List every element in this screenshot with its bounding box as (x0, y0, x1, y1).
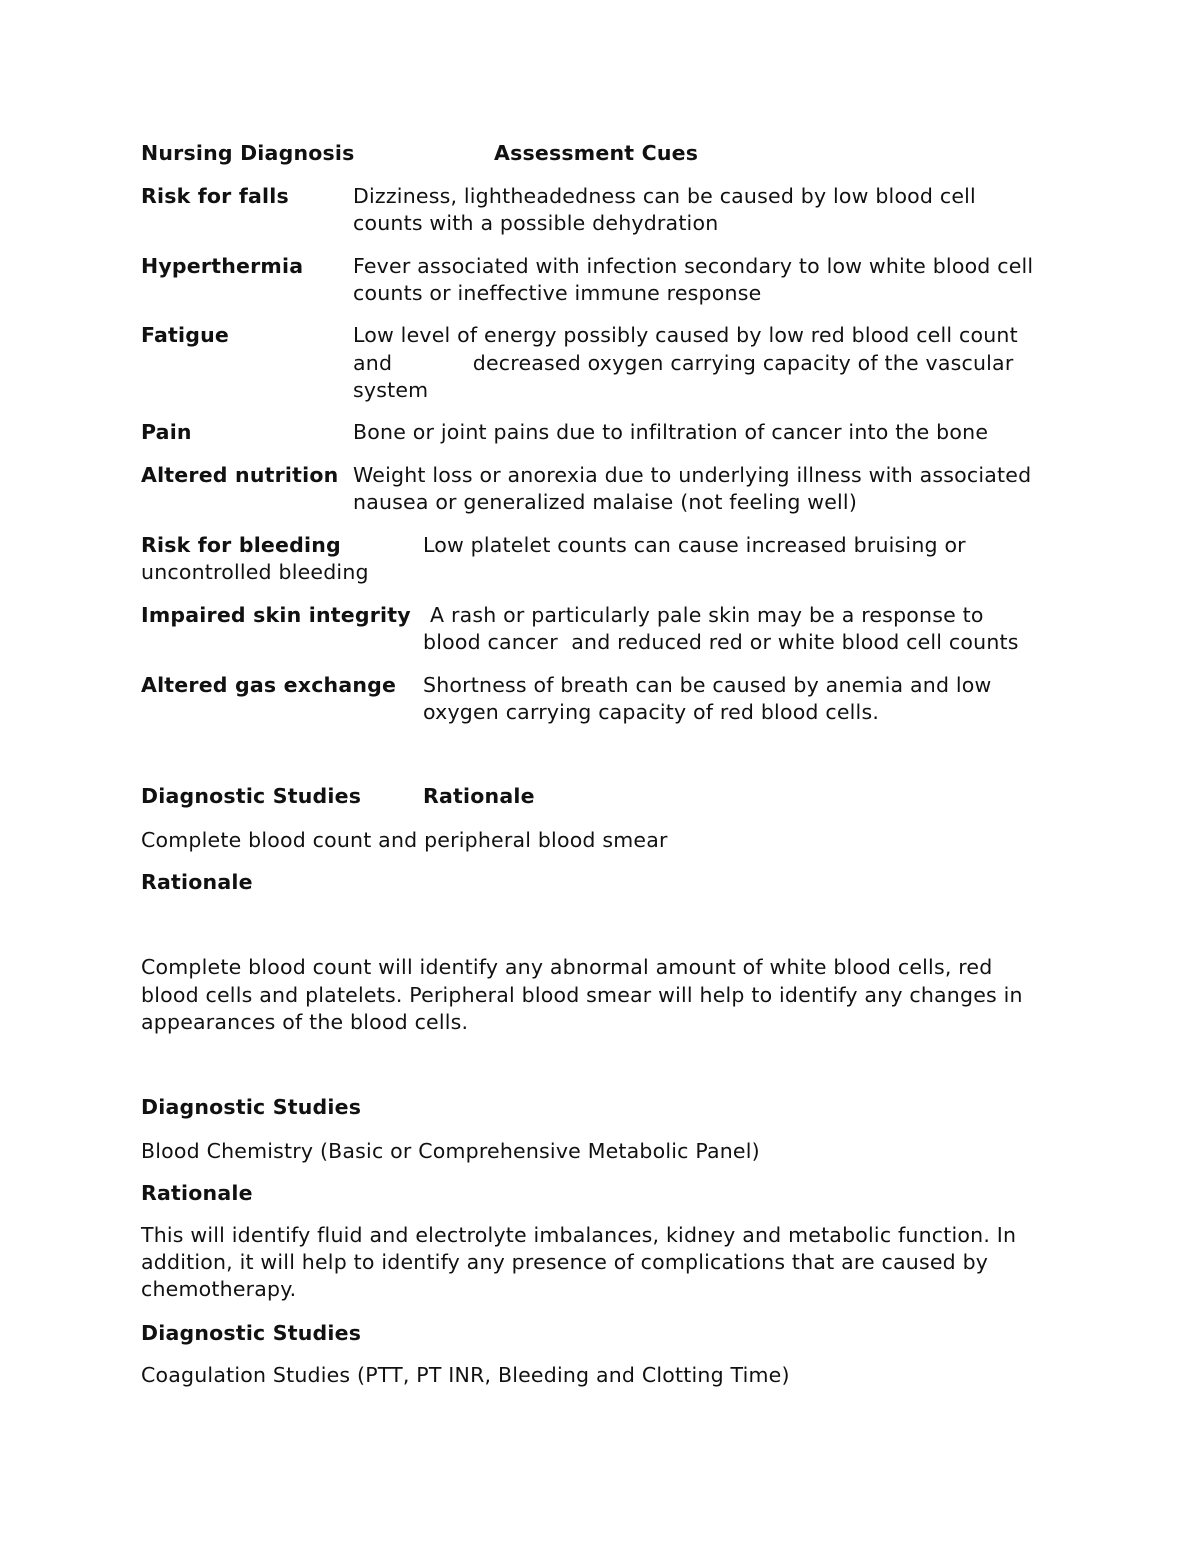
cue-line: and decreased oxygen carrying capacity of the vascular (353, 351, 1014, 375)
rationale-label: Rationale (141, 1181, 253, 1205)
diagnosis-risk-for-falls: Risk for falls (141, 184, 289, 208)
header-nursing-diagnosis: Nursing Diagnosis (141, 141, 355, 165)
diagnosis-risk-for-bleeding: Risk for bleeding (141, 533, 341, 557)
rationale-line: addition, it will help to identify any presence of complications that are caused by (141, 1250, 989, 1274)
cue-line: Weight loss or anorexia due to underlying illness with associated (353, 463, 1032, 487)
diagnosis-fatigue: Fatigue (141, 323, 230, 347)
cue-line: Shortness of breath can be caused by anemia and low (423, 673, 992, 697)
section-heading-diagnostic-studies: Diagnostic Studies (141, 1095, 362, 1119)
header-assessment-cues: Assessment Cues (494, 141, 699, 165)
cue-line: oxygen carrying capacity of red blood cells. (423, 700, 880, 724)
section-heading-diagnostic-studies: Diagnostic Studies (141, 784, 362, 808)
cue-line: counts with a possible dehydration (353, 211, 719, 235)
cue-line: A rash or particularly pale skin may be a response to (430, 603, 984, 627)
cue-line: Fever associated with infection secondary to low white blood cell (353, 254, 1034, 278)
rationale-line: chemotherapy. (141, 1277, 297, 1301)
rationale-line: blood cells and platelets. Peripheral blood smear will help to identify any changes in (141, 983, 1023, 1007)
cue-line: uncontrolled bleeding (141, 560, 369, 584)
rationale-line: This will identify fluid and electrolyte imbalances, kidney and metabolic function. In (141, 1223, 1017, 1247)
study-name: Blood Chemistry (Basic or Comprehensive Metabolic Panel) (141, 1139, 760, 1163)
diagnosis-impaired-skin-integrity: Impaired skin integrity (141, 603, 411, 627)
rationale-line: appearances of the blood cells. (141, 1010, 469, 1034)
diagnosis-pain: Pain (141, 420, 192, 444)
cue-line: system (353, 378, 429, 402)
diagnosis-altered-nutrition: Altered nutrition (141, 463, 339, 487)
cue-line: Low level of energy possibly caused by low red blood cell count (353, 323, 1018, 347)
rationale-line: Complete blood count will identify any abnormal amount of white blood cells, red (141, 955, 993, 979)
cue-line: nausea or generalized malaise (not feeling well) (353, 490, 858, 514)
section-heading-rationale: Rationale (423, 784, 535, 808)
rationale-label: Rationale (141, 870, 253, 894)
section-heading-diagnostic-studies: Diagnostic Studies (141, 1321, 362, 1345)
diagnosis-altered-gas-exchange: Altered gas exchange (141, 673, 397, 697)
study-name: Complete blood count and peripheral blood smear (141, 828, 668, 852)
cue-line: Dizziness, lightheadedness can be caused by low blood cell (353, 184, 976, 208)
cue-line: Low platelet counts can cause increased bruising or (423, 533, 966, 557)
diagnosis-hyperthermia: Hyperthermia (141, 254, 304, 278)
cue-line: blood cancer and reduced red or white blood cell counts (423, 630, 1019, 654)
cue-line: counts or ineffective immune response (353, 281, 762, 305)
cue-line: Bone or joint pains due to infiltration of cancer into the bone (353, 420, 989, 444)
study-name: Coagulation Studies (PTT, PT INR, Bleeding and Clotting Time) (141, 1363, 790, 1387)
